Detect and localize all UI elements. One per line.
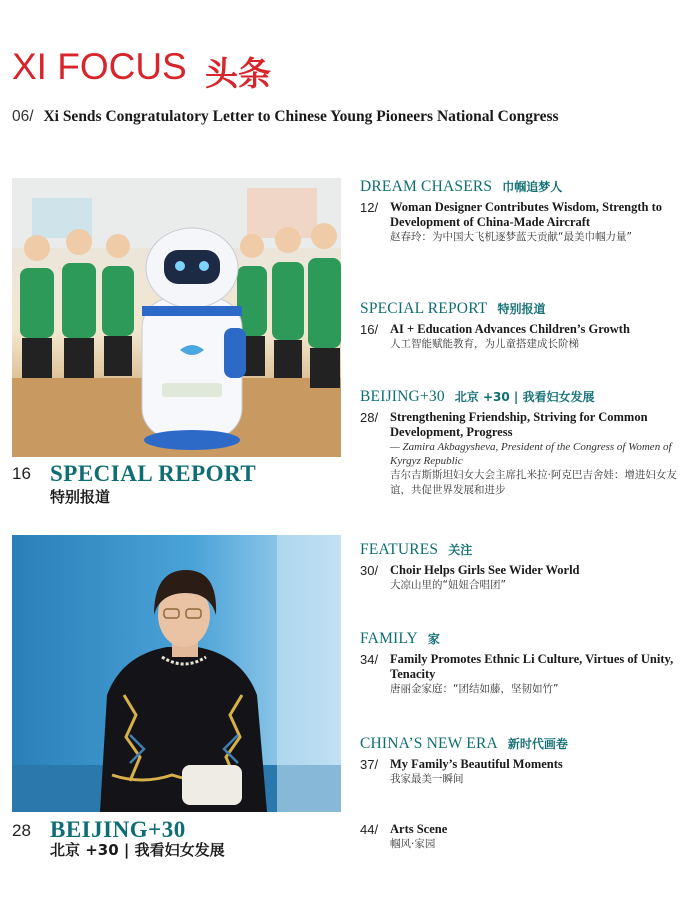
toc-title: Choir Helps Girls See Wider World (390, 563, 580, 577)
section-title: FEATURES (360, 541, 439, 558)
lead-page-number: 06/ (12, 108, 34, 125)
toc-title-zh: 吉尔吉斯斯坦妇女大会主席扎米拉·阿克巴吉舍娃：增进妇女友谊，共促世界发展和进步 (390, 469, 677, 496)
toc-title: Woman Designer Contributes Wisdom, Strength to Development of China-Made Aircraft (390, 200, 663, 229)
toc-title-zh: 我家最美一瞬间 (390, 773, 464, 785)
toc-page-number: 12/ (360, 200, 379, 215)
lead-story[interactable] (12, 108, 559, 126)
section-title-zh: 北京 +30 | 我看妇女发展 (454, 390, 595, 404)
toc-title: My Family’s Beautiful Moments (390, 757, 563, 771)
lead-title: Xi Sends Congratulatory Letter to Chinese Young Pioneers National Congress (43, 108, 559, 125)
toc-title-zh: 帼风·家园 (390, 838, 436, 850)
special-report-label: SPECIAL REPORT (50, 461, 257, 486)
toc-entry[interactable] (360, 322, 690, 352)
toc-entry[interactable] (360, 410, 690, 498)
beijing30-label-zh: 北京 +30 | 我看妇女发展 (50, 841, 225, 859)
section-title: CHINA’S NEW ERA (360, 735, 498, 752)
toc-page-number: 34/ (360, 652, 379, 667)
toc-page-number: 37/ (360, 757, 379, 772)
section-arts-scene (360, 818, 690, 852)
section-title: BEIJING+30 (360, 388, 445, 405)
masthead-title: XI FOCUS (12, 46, 187, 87)
beijing30-page-number: 28 (12, 821, 31, 840)
section-title-zh: 新时代画卷 (507, 737, 568, 751)
special-report-photo (12, 178, 341, 457)
toc-entry[interactable] (360, 563, 690, 593)
toc-title: AI + Education Advances Children’s Growth (390, 322, 630, 336)
section-title: SPECIAL REPORT (360, 300, 488, 317)
special-report-page-number: 16 (12, 464, 31, 483)
section-family (360, 630, 690, 697)
masthead-title-zh: 头条 (205, 54, 271, 93)
section-title: DREAM CHASERS (360, 178, 493, 195)
portrait-illustration (12, 535, 341, 812)
toc-page-number: 28/ (360, 410, 379, 425)
toc-title: Arts Scene (390, 822, 448, 836)
toc-page-number: 16/ (360, 322, 379, 337)
section-dream-chasers (360, 178, 690, 245)
classroom-robot-illustration (12, 178, 341, 457)
toc-page-number: 44/ (360, 822, 379, 837)
toc-title: Family Promotes Ethnic Li Culture, Virtues of Unity, Tenacity (390, 652, 674, 681)
toc-title-zh: 人工智能赋能教育，为儿童搭建成长阶梯 (390, 338, 579, 350)
section-title-zh: 巾帼追梦人 (502, 180, 563, 194)
toc-title-zh: 赵春玲：为中国大飞机逐梦蓝天贡献“最美巾帼力量” (390, 231, 632, 243)
toc-title-zh: 唐丽金家庭：“团结如藤，坚韧如竹” (390, 683, 559, 695)
beijing30-label: BEIJING+30 (50, 817, 186, 842)
toc-page-number: 30/ (360, 563, 379, 578)
toc-entry[interactable] (360, 200, 690, 245)
section-special-report (360, 300, 690, 352)
beijing30-photo (12, 535, 341, 812)
special-report-label-zh: 特别报道 (50, 488, 111, 506)
toc-entry[interactable] (360, 757, 690, 787)
section-title-zh: 特别报道 (497, 302, 546, 316)
toc-title: Strengthening Friendship, Striving for Common Development, Progress (390, 410, 648, 439)
section-title-zh: 关注 (448, 543, 473, 557)
section-features (360, 541, 690, 593)
toc-entry[interactable] (360, 652, 690, 697)
toc-entry[interactable] (360, 822, 690, 852)
section-title: FAMILY (360, 630, 418, 647)
toc-subtitle: — Zamira Akbagysheva, President of the Congress of Women of Kyrgyz Republic (390, 441, 672, 467)
section-beijing30 (360, 388, 690, 498)
section-chinas-new-era (360, 735, 690, 787)
section-title-zh: 家 (427, 632, 440, 646)
toc-title-zh: 大凉山里的“妞妞合唱团” (390, 579, 506, 591)
